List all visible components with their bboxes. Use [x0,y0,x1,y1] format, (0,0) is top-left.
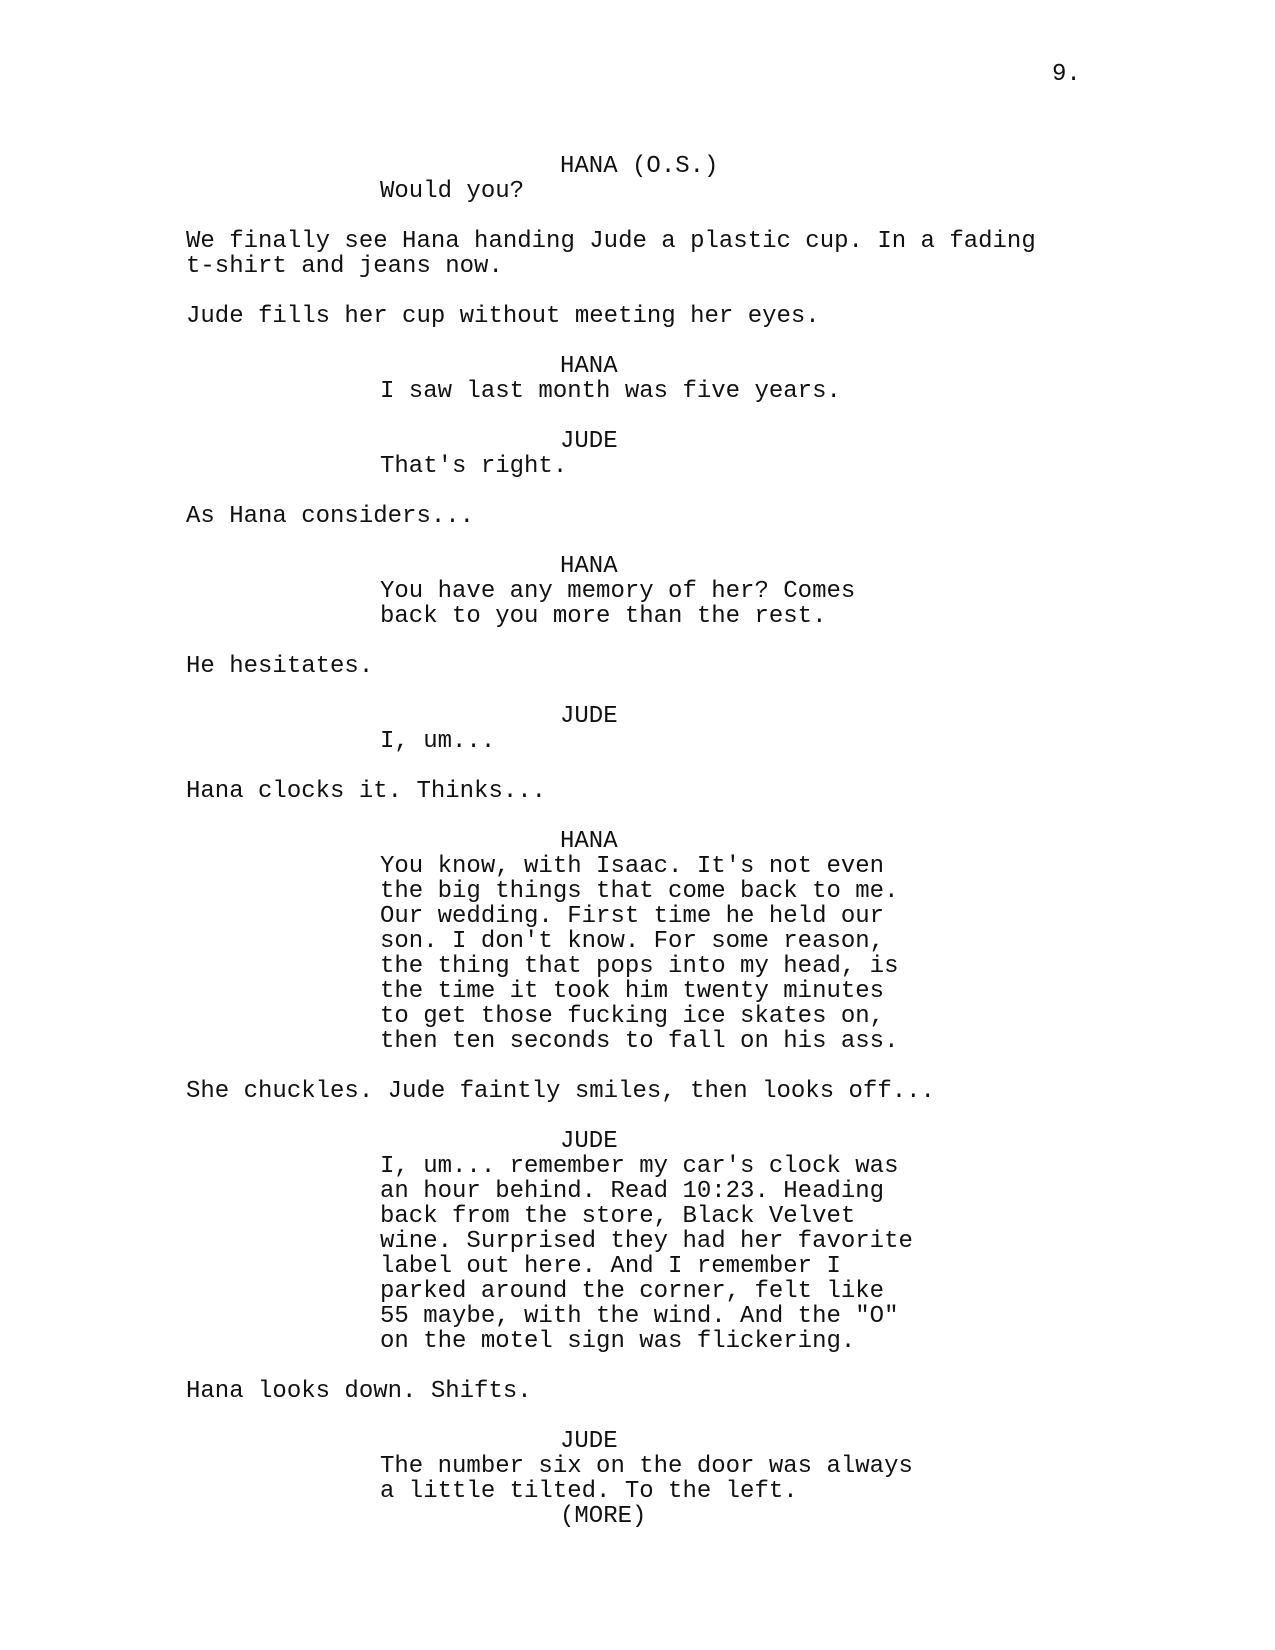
character-name: JUDE [560,428,618,455]
action-line: She chuckles. Jude faintly smiles, then looks off... [186,1078,935,1105]
dialogue-line: The number six on the door was always [380,1453,913,1480]
dialogue-line: I saw last month was five years. [380,378,841,405]
character-name: HANA [560,828,618,855]
character-name: JUDE [560,1128,618,1155]
dialogue-line: on the motel sign was flickering. [380,1328,856,1355]
character-name: JUDE [560,703,618,730]
action-line: Hana looks down. Shifts. [186,1378,532,1405]
character-name: HANA [560,353,618,380]
dialogue-line: a little tilted. To the left. [380,1478,798,1505]
character-name: JUDE [560,1428,618,1455]
action-line: Hana clocks it. Thinks... [186,778,547,805]
dialogue-line: I, um... [380,728,496,755]
action-line: He hesitates. [186,653,374,680]
action-line: We finally see Hana handing Jude a plastic cup. In a fading [186,228,1036,255]
action-line: Jude fills her cup without meeting her eyes. [186,303,820,330]
dialogue-line: the big things that come back to me. [380,878,899,905]
dialogue-line: I, um... remember my car's clock was [380,1153,899,1180]
action-line: As Hana considers... [186,503,475,530]
dialogue-line: 55 maybe, with the wind. And the "O" [380,1303,899,1330]
dialogue-line: You know, with Isaac. It's not even [380,853,885,880]
dialogue-line: to get those fucking ice skates on, [380,1003,885,1030]
page-number: 9. [1052,61,1081,88]
dialogue-line: son. I don't know. For some reason, [380,928,885,955]
dialogue-line: parked around the corner, felt like [380,1278,885,1305]
dialogue-line: wine. Surprised they had her favorite [380,1228,913,1255]
dialogue-line: Would you? [380,178,525,205]
dialogue-line: the thing that pops into my head, is [380,953,899,980]
dialogue-line: back to you more than the rest. [380,603,827,630]
dialogue-line: You have any memory of her? Comes [380,578,856,605]
dialogue-line: then ten seconds to fall on his ass. [380,1028,899,1055]
dialogue-line: label out here. And I remember I [380,1253,841,1280]
character-name: HANA [560,553,618,580]
more-continuation: (MORE) [560,1503,647,1530]
dialogue-line: That's right. [380,453,568,480]
character-name: HANA (O.S.) [560,153,719,180]
dialogue-line: back from the store, Black Velvet [380,1203,856,1230]
dialogue-line: an hour behind. Read 10:23. Heading [380,1178,885,1205]
dialogue-line: the time it took him twenty minutes [380,978,885,1005]
dialogue-line: Our wedding. First time he held our [380,903,885,930]
action-line: t-shirt and jeans now. [186,253,503,280]
